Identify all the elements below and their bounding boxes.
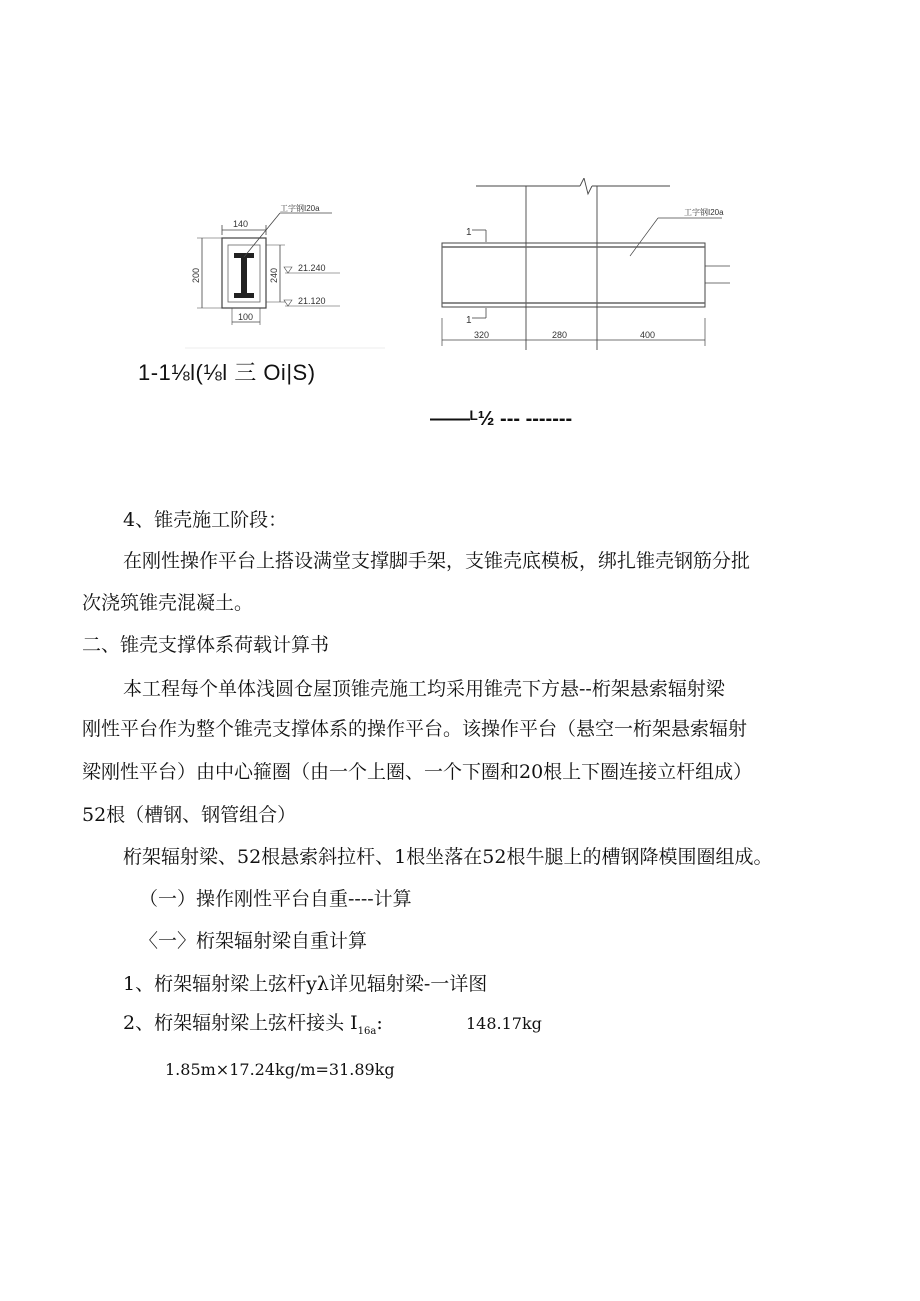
dim-left-label: 200 <box>191 267 201 283</box>
paragraph-4-line4: 52根（槽钢、钢管组合） <box>82 804 297 826</box>
elev-steel-label: 工字钢 <box>684 208 708 217</box>
paragraph-4-line1: 本工程每个单体浅圆仓屋顶锥壳施工均采用锥壳下方悬--桁架悬索辐射梁 <box>123 678 725 700</box>
elev-steel-size-label: I20a <box>708 208 724 217</box>
steel-label: 工字钢 <box>280 204 304 213</box>
steel-size-label: I20a <box>304 204 320 213</box>
dim-320: 320 <box>474 330 490 340</box>
item-2-value: 148.17kg <box>466 1014 542 1033</box>
item-2-subscript: 16a <box>357 1025 377 1037</box>
item-2-text: 2、桁架辐射梁上弦杆接头 I <box>123 1012 358 1034</box>
elevation-drawing <box>430 178 740 353</box>
cross-section-drawing <box>180 185 390 355</box>
weight-formula: 1.85m×17.24kg/m=31.89kg <box>165 1060 395 1079</box>
item-2 <box>123 1014 383 1037</box>
elev-top-label: 21.240 <box>298 263 326 273</box>
elev-bottom-label: 21.120 <box>298 296 326 306</box>
paragraph-5: 桁架辐射梁、52根悬索斜拉杆、1根坐落在52根牛腿上的槽钢降模围圈组成。 <box>123 846 773 868</box>
section-heading-2: 二、锥壳支撑体系荷载计算书 <box>82 634 330 656</box>
item-2-colon: : <box>376 1012 383 1034</box>
subheading-1: （一）操作刚性平台自重----计算 <box>139 888 412 910</box>
item-1: 1、桁架辐射梁上弦杆yλ详见辐射梁-一详图 <box>123 973 488 995</box>
left-drawing-caption: 1-1⅛l(⅛l 三 Oi|S) <box>138 360 316 385</box>
paragraph-4-heading: 4、锥壳施工阶段： <box>123 509 288 531</box>
dim-top-label: 140 <box>233 219 249 229</box>
paragraph-4-line2: 刚性平台作为整个锥壳支撑体系的操作平台。该操作平台（悬空一桁架悬索辐射 <box>82 718 748 740</box>
section-marker-bottom: 1 <box>466 315 472 326</box>
dim-bottom-label: 100 <box>238 312 254 322</box>
dim-400: 400 <box>640 330 656 340</box>
subheading-2: 〈一〉桁架辐射梁自重计算 <box>139 930 368 952</box>
paragraph-2-line2: 次浇筑锥壳混凝土。 <box>82 592 254 614</box>
paragraph-2-line1: 在刚性操作平台上搭设满堂支撑脚手架，支锥壳底模板，绑扎锥壳钢筋分批 <box>123 550 751 572</box>
paragraph-4-line3: 梁刚性平台）由中心箍圈（由一个上圈、一个下圈和20根上下圈连接立杆组成） <box>82 761 753 783</box>
section-marker-top: 1 <box>466 227 472 238</box>
dim-280: 280 <box>552 330 568 340</box>
right-drawing-caption: ——ᴸ½ --- ------- <box>430 408 573 430</box>
dim-right-label: 240 <box>269 267 279 283</box>
